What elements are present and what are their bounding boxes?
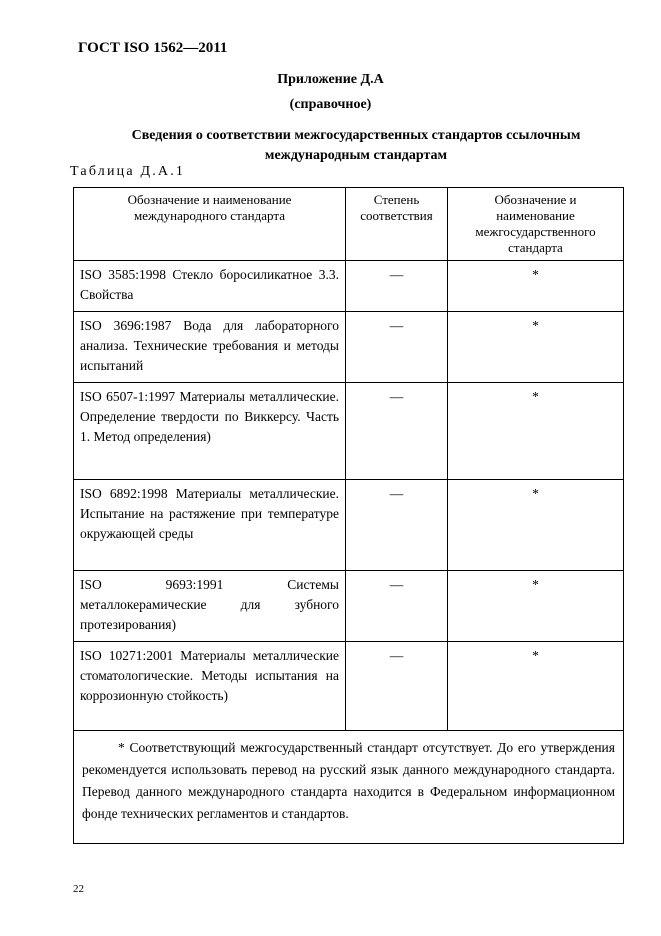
international-standard-cell: ISO 6507-1:1997 Материалы металлические. Определение твердости по Виккерсу. Часть 1. Метод определения) bbox=[74, 383, 346, 480]
degree-cell: — bbox=[346, 642, 448, 731]
interstate-standard-cell: * bbox=[448, 642, 624, 731]
table-row bbox=[74, 571, 624, 642]
international-standard-cell: ISO 10271:2001 Материалы металлические стоматологические. Методы испытания на коррозионную стойкость) bbox=[74, 642, 346, 731]
degree-cell: — bbox=[346, 261, 448, 312]
table-row bbox=[74, 261, 624, 312]
table-header-row bbox=[74, 188, 624, 261]
footnote-text: * Соответствующий межгосударственный стандарт отсутствует. До его утверждения рекомендуется использовать перевод на русский язык данного международного стандарта. Перевод данного международного стандарта находится в Федеральном информационном фонде технических регламентов и стандартов. bbox=[82, 740, 615, 821]
table-row bbox=[74, 642, 624, 731]
header-international-standard: Обозначение и наименование международного стандарта bbox=[74, 188, 346, 261]
table-footnote bbox=[74, 731, 624, 844]
document-code: ГОСТ ISO 1562—2011 bbox=[78, 40, 228, 56]
correspondence-table bbox=[73, 187, 624, 844]
interstate-standard-cell: * bbox=[448, 312, 624, 383]
degree-cell: — bbox=[346, 571, 448, 642]
table-row bbox=[74, 383, 624, 480]
interstate-standard-cell: * bbox=[448, 261, 624, 312]
international-standard-cell: ISO 9693:1991 Системы металлокерамические для зубного протезирования) bbox=[74, 571, 346, 642]
interstate-standard-cell: * bbox=[448, 383, 624, 480]
header-interstate-standard: Обозначение и наименование межгосударственного стандарта bbox=[448, 188, 624, 261]
table-row bbox=[74, 480, 624, 571]
section-title: Сведения о соответствии межгосударственных стандартов ссылочным международным стандартам bbox=[131, 128, 581, 163]
table-caption: Таблица Д.А.1 bbox=[70, 164, 186, 179]
interstate-standard-cell: * bbox=[448, 480, 624, 571]
appendix-title: Приложение Д.А bbox=[277, 72, 384, 87]
international-standard-cell: ISO 3585:1998 Стекло боросиликатное 3.3. Свойства bbox=[74, 261, 346, 312]
header-degree: Степень соответствия bbox=[346, 188, 448, 261]
table-row bbox=[74, 312, 624, 383]
appendix-kind: (справочное) bbox=[289, 97, 372, 112]
interstate-standard-cell: * bbox=[448, 571, 624, 642]
degree-cell: — bbox=[346, 383, 448, 480]
international-standard-cell: ISO 6892:1998 Материалы металлические. Испытание на растяжение при температуре окружающей среды bbox=[74, 480, 346, 571]
degree-cell: — bbox=[346, 312, 448, 383]
table-footnote-row bbox=[74, 731, 624, 844]
page-number: 22 bbox=[73, 883, 84, 895]
international-standard-cell: ISO 3696:1987 Вода для лабораторного анализа. Технические требования и методы испытаний bbox=[74, 312, 346, 383]
degree-cell: — bbox=[346, 480, 448, 571]
